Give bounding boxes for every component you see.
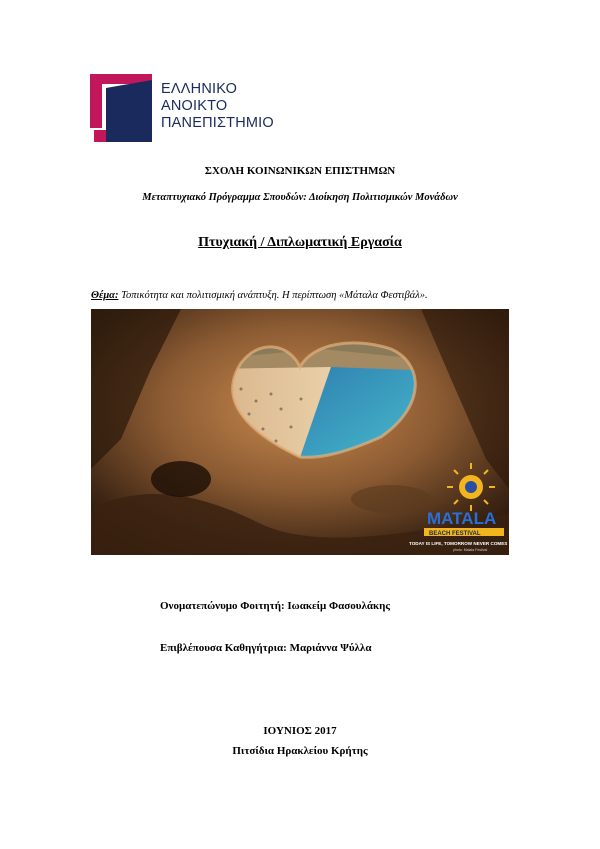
poster-brand: MATALA <box>427 509 497 528</box>
topic-label: Θέμα: <box>91 290 119 301</box>
logo-line-1: ΕΛΛΗΝΙΚΟ <box>161 81 238 97</box>
thesis-title: Πτυχιακή / Διπλωματική Εργασία <box>198 235 402 250</box>
topic-line <box>91 290 428 301</box>
school-name: ΣΧΟΛΗ ΚΟΙΝΩΝΙΚΩΝ ΕΠΙΣΤΗΜΩΝ <box>204 165 396 177</box>
cover-photo <box>91 309 509 555</box>
logo-line-2: ΑΝΟΙΚΤΟ <box>161 98 228 114</box>
topic-text: Τοπικότητα και πολιτισμική ανάπτυξη. Η περίπτωση «Μάταλα Φεστιβάλ». <box>118 290 428 301</box>
poster-subtitle: BEACH FESTIVAL <box>429 531 481 537</box>
logo-mark-icon <box>90 70 152 142</box>
program-name: Μεταπτυχιακό Πρόγραμμα Σπουδών: Διοίκηση Πολιτισμικών Μονάδων <box>142 192 458 203</box>
university-logo <box>90 70 280 142</box>
poster-tagline: TODAY IS LIFE, TOMORROW NEVER COMES <box>409 541 508 546</box>
student-name: Ονοματεπώνυμο Φοιτητή: Ιωακείμ Φασουλάκης <box>160 600 391 612</box>
logo-line-3: ΠΑΝΕΠΙΣΤΗΜΙΟ <box>161 115 274 131</box>
supervisor-name: Επιβλέπουσα Καθηγήτρια: Μαριάννα Ψύλλα <box>160 642 372 654</box>
poster-credit: photo: Matala Festival <box>453 548 488 552</box>
date: ΙΟΥΝΙΟΣ 2017 <box>263 725 337 737</box>
place: Πιτσίδια Ηρακλείου Κρήτης <box>232 745 368 757</box>
